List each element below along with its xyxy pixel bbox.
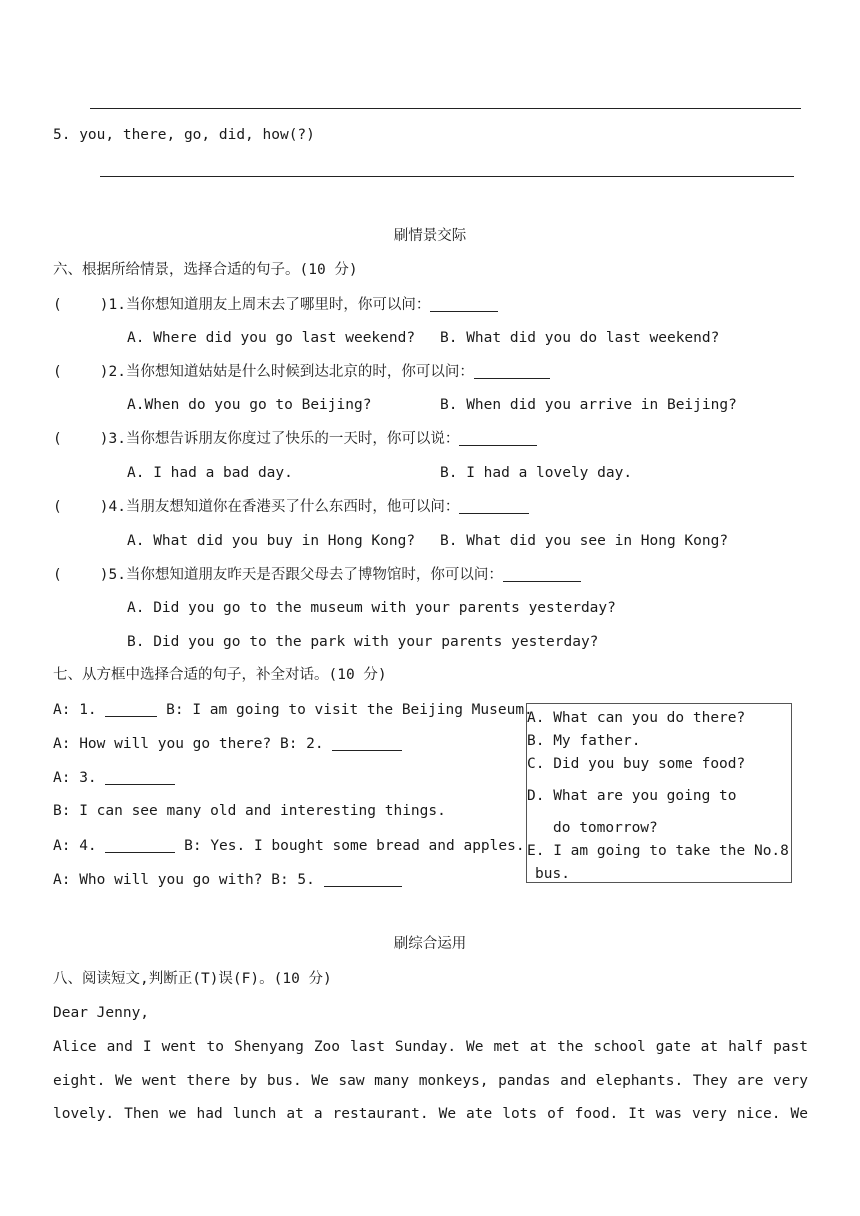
dialogue-text: A: Who will you go with? B: 5. xyxy=(53,872,315,888)
prompt-blank-4[interactable] xyxy=(459,499,529,514)
part6-item-1 xyxy=(53,297,498,313)
part6-item-3 xyxy=(53,431,537,447)
dialogue-blank-5[interactable] xyxy=(324,872,402,887)
part6-item-2-option-a: A.When do you go to Beijing? xyxy=(127,397,372,413)
choice-a: A. What can you do there? xyxy=(527,710,746,726)
dialogue-speaker-b: B: Yes. I bought some bread and apples. xyxy=(184,838,525,854)
choice-e-line1: E. I am going to take the No.8 xyxy=(527,843,789,859)
dialogue-line-4: B: I can see many old and interesting things. xyxy=(53,803,446,819)
dialogue-blank-1[interactable] xyxy=(105,702,157,717)
part6-item-5 xyxy=(53,567,581,583)
passage-line-1: Alice and I went to Shenyang Zoo last Sunday. We met at the school gate at half past xyxy=(53,1039,808,1055)
dialogue-speaker-a: A: 4. xyxy=(53,838,97,854)
passage-line-2: eight. We went there by bus. We saw many monkeys, pandas and elephants. They are very xyxy=(53,1073,808,1089)
answer-line-5[interactable] xyxy=(100,176,794,177)
prompt-blank-3[interactable] xyxy=(459,431,537,446)
part8-heading: 八、阅读短文,判断正(T)误(F)。(10 分) xyxy=(53,971,332,987)
part6-item-5-option-b: B. Did you go to the park with your parents yesterday? xyxy=(127,634,599,650)
dialogue-blank-2[interactable] xyxy=(332,736,402,751)
part6-item-5-option-a: A. Did you go to the museum with your parents yesterday? xyxy=(127,600,616,616)
q5-scramble: 5. you, there, go, did, how(?) xyxy=(53,127,315,143)
item-prompt: 3.当你想告诉朋友你度过了快乐的一天时，你可以说： xyxy=(108,431,460,447)
paren-close: ) xyxy=(99,297,109,313)
prompt-blank-1[interactable] xyxy=(430,297,498,312)
choice-d-line1: D. What are you going to xyxy=(527,788,737,804)
part6-item-3-option-b: B. I had a lovely day. xyxy=(440,465,633,481)
dialogue-line-2 xyxy=(53,736,402,752)
paren-close: ) xyxy=(99,431,109,447)
prompt-blank-5[interactable] xyxy=(503,567,581,582)
choice-b: B. My father. xyxy=(527,733,641,749)
part6-item-4 xyxy=(53,499,529,515)
paren-open: ( xyxy=(53,297,62,313)
dialogue-blank-3[interactable] xyxy=(105,770,175,785)
dialogue-text: A: How will you go there? B: 2. xyxy=(53,736,324,752)
part6-item-1-option-b: B. What did you do last weekend? xyxy=(440,330,720,346)
choice-d-line2: do tomorrow? xyxy=(553,820,658,836)
dialogue-line-3 xyxy=(53,770,175,786)
paren-open: ( xyxy=(53,431,62,447)
paren-open: ( xyxy=(53,567,62,583)
prompt-blank-2[interactable] xyxy=(474,364,550,379)
answer-line-4[interactable] xyxy=(90,108,801,109)
part6-item-4-option-a: A. What did you buy in Hong Kong? xyxy=(127,533,416,549)
section-integrated-title: 刷综合运用 xyxy=(393,936,467,952)
part6-item-1-option-a: A. Where did you go last weekend? xyxy=(127,330,416,346)
item-prompt: 2.当你想知道姑姑是什么时候到达北京的时，你可以问： xyxy=(108,364,474,380)
dialogue-speaker-a: A: 1. xyxy=(53,702,97,718)
part6-item-3-option-a: A. I had a bad day. xyxy=(127,465,293,481)
dialogue-line-6 xyxy=(53,872,402,888)
choice-c: C. Did you buy some food? xyxy=(527,756,746,772)
paren-close: ) xyxy=(99,364,109,380)
section-situational-title: 刷情景交际 xyxy=(393,228,467,244)
item-prompt: 1.当你想知道朋友上周末去了哪里时，你可以问： xyxy=(108,297,431,313)
part6-item-2-option-b: B. When did you arrive in Beijing? xyxy=(440,397,737,413)
part6-item-4-option-b: B. What did you see in Hong Kong? xyxy=(440,533,729,549)
item-prompt: 4.当朋友想知道你在香港买了什么东西时，他可以问： xyxy=(108,499,460,515)
item-prompt: 5.当你想知道朋友昨天是否跟父母去了博物馆时，你可以问： xyxy=(108,567,503,583)
choice-box xyxy=(526,703,792,883)
dialogue-text: A: 3. xyxy=(53,770,97,786)
paren-close: ) xyxy=(99,567,109,583)
passage-line-3: lovely. Then we had lunch at a restaurant. We ate lots of food. It was very nice. We xyxy=(53,1106,808,1122)
paren-open: ( xyxy=(53,499,62,515)
dialogue-line-5 xyxy=(53,838,525,854)
dialogue-line-1 xyxy=(53,702,533,718)
part6-item-2 xyxy=(53,364,550,380)
choice-e-line2: bus. xyxy=(535,866,570,882)
letter-salutation: Dear Jenny, xyxy=(53,1005,150,1021)
paren-close: ) xyxy=(99,499,109,515)
dialogue-speaker-b: B: I am going to visit the Beijing Museum. xyxy=(166,702,533,718)
part6-heading: 六、根据所给情景，选择合适的句子。(10 分) xyxy=(53,262,358,278)
dialogue-blank-4[interactable] xyxy=(105,838,175,853)
part7-heading: 七、从方框中选择合适的句子，补全对话。(10 分) xyxy=(53,667,387,683)
paren-open: ( xyxy=(53,364,62,380)
